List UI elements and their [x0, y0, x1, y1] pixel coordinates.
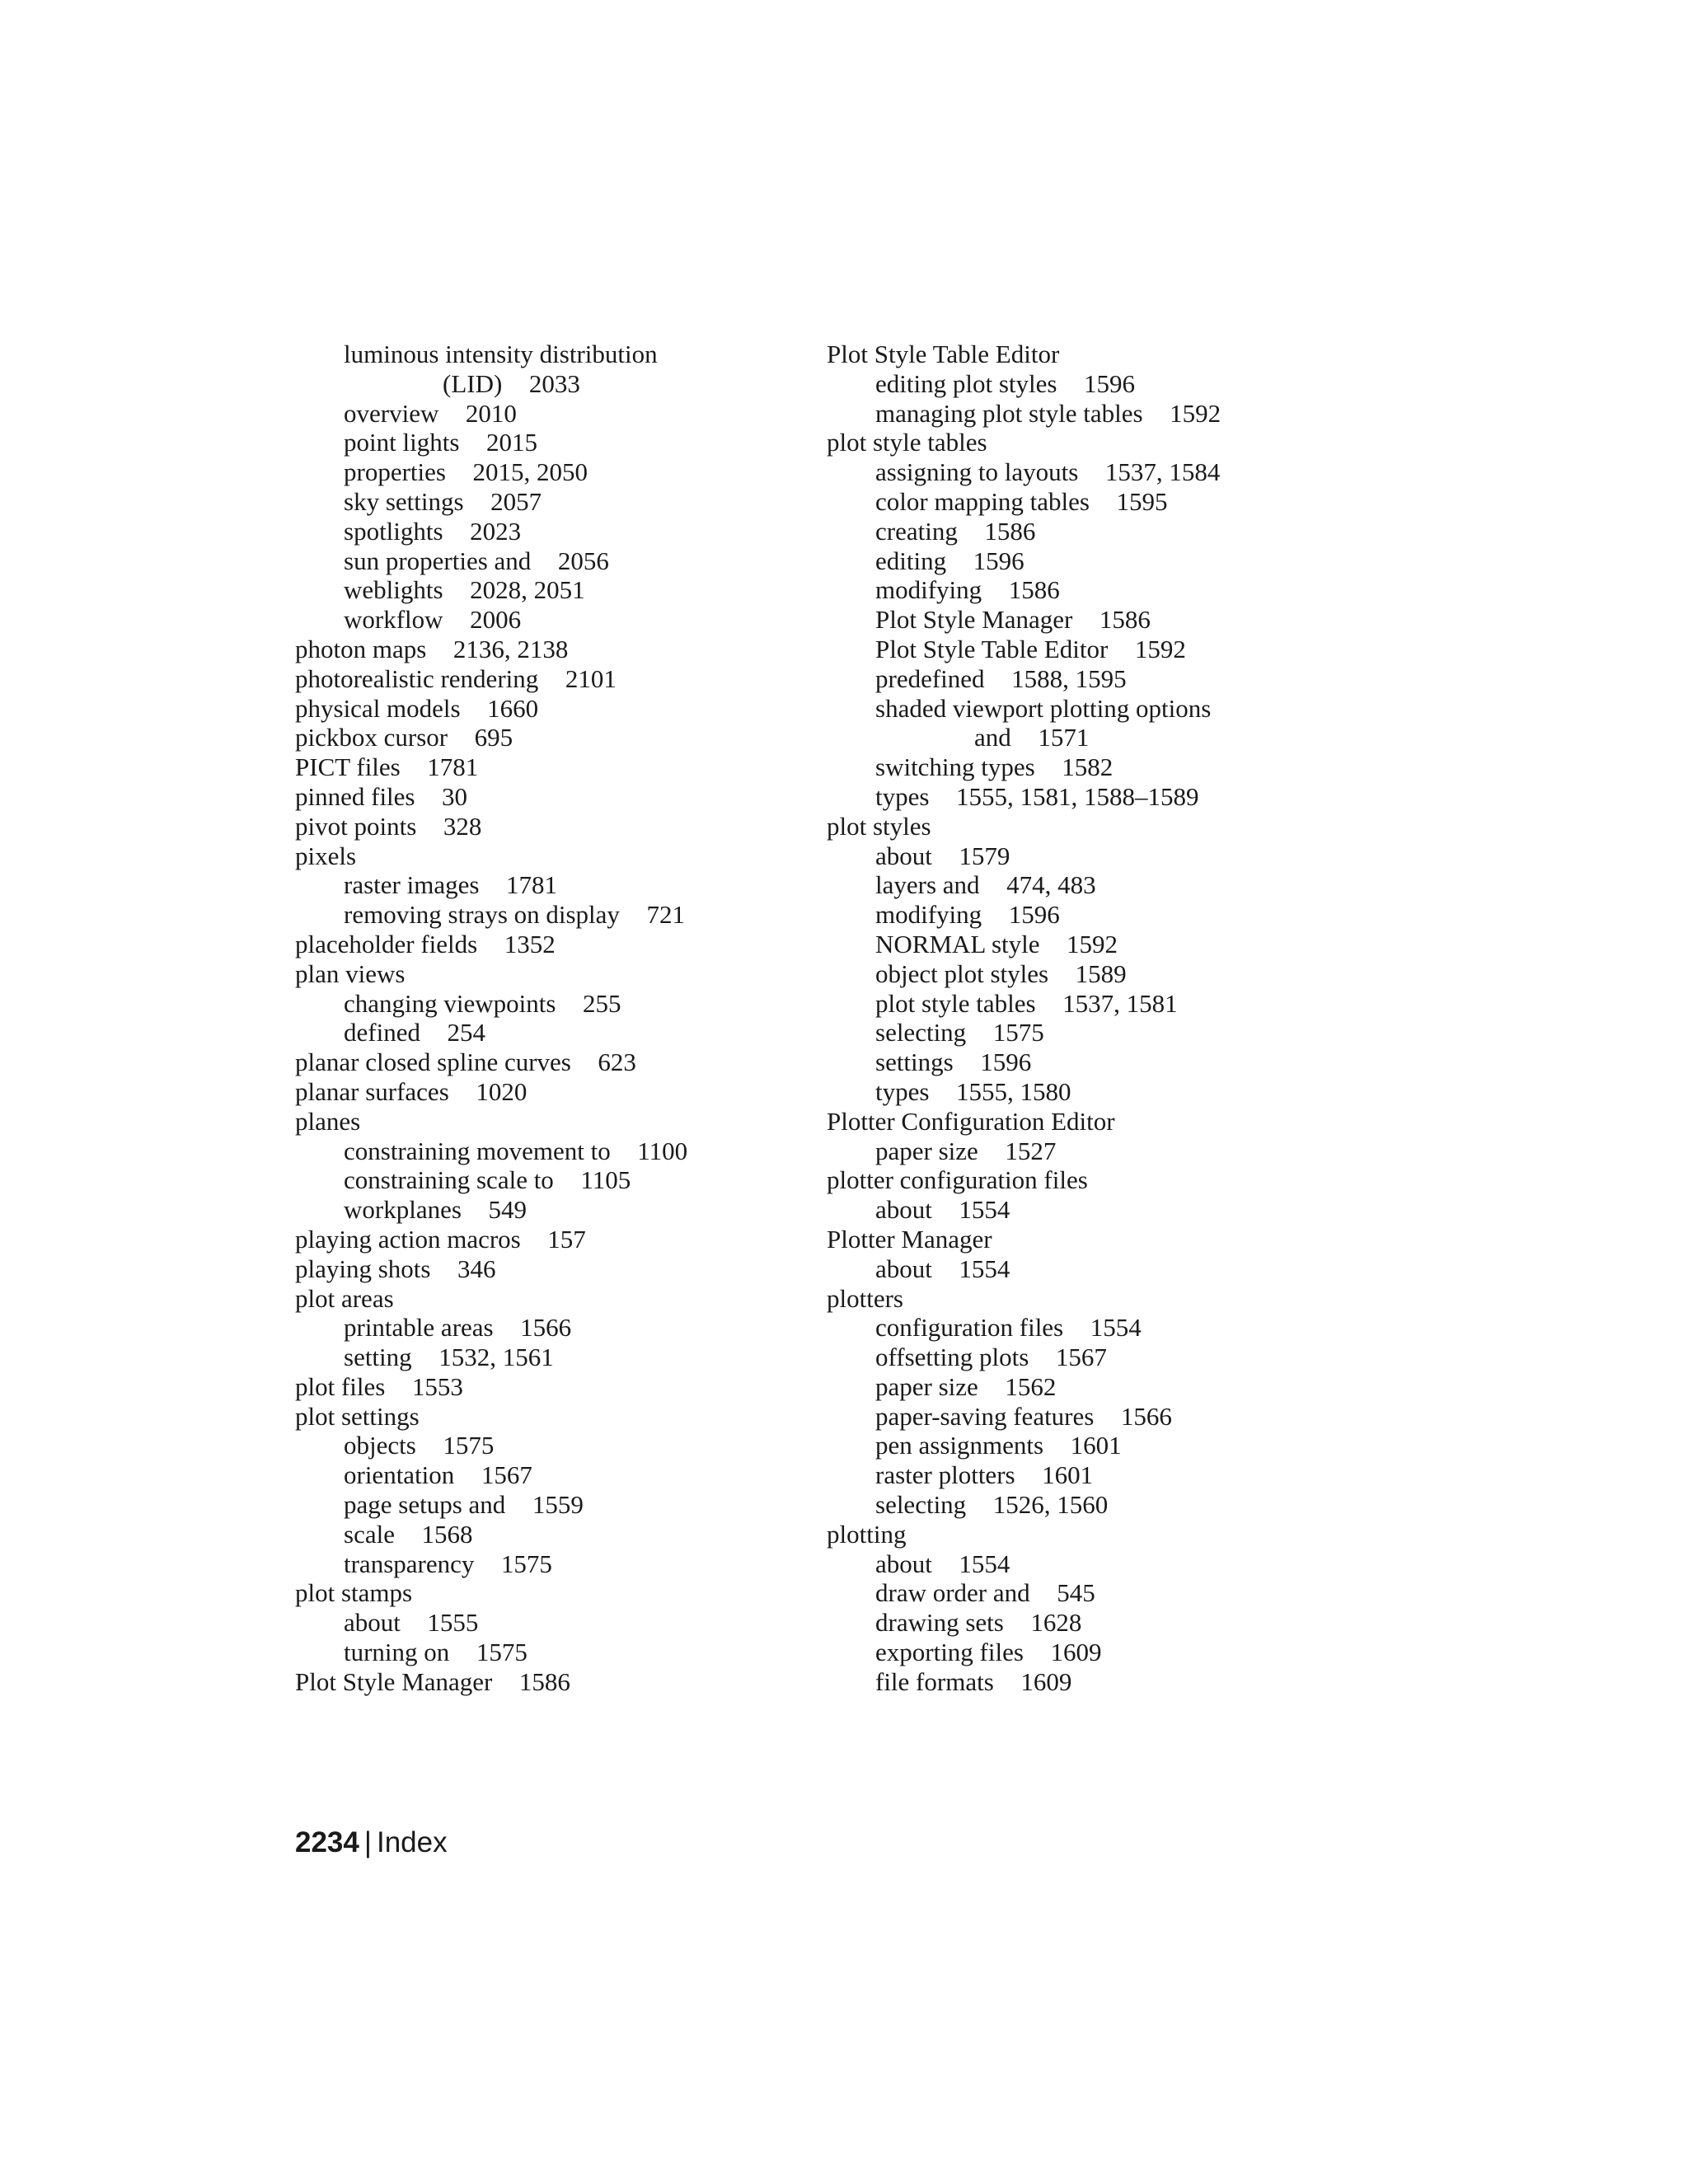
index-term: Plotter Manager	[827, 1224, 992, 1254]
index-entry	[827, 752, 1354, 782]
index-entry	[827, 1490, 1354, 1520]
index-term: workflow	[344, 605, 443, 635]
index-term: scale	[344, 1519, 395, 1549]
index-entry	[295, 1195, 823, 1225]
index-page-refs: 1537, 1584	[1104, 457, 1221, 487]
index-page-refs: 1660	[487, 693, 539, 723]
index-term: editing plot styles	[875, 368, 1057, 398]
index-page-refs: 30	[442, 781, 468, 811]
index-term: pixels	[295, 841, 357, 870]
index-entry	[295, 1520, 823, 1549]
index-page-refs: 1566	[1120, 1401, 1172, 1431]
index-entry	[295, 930, 823, 959]
index-entry	[295, 1047, 823, 1077]
index-entry	[827, 517, 1354, 546]
index-term: (LID)	[443, 368, 503, 398]
index-page-refs: 1100	[637, 1136, 688, 1165]
index-entry	[827, 1549, 1354, 1579]
index-entry	[827, 782, 1354, 812]
index-page-refs: 346	[457, 1254, 496, 1283]
index-page-refs: 1567	[481, 1460, 532, 1490]
index-term: overview	[344, 398, 439, 428]
index-page-refs: 1575	[500, 1549, 552, 1578]
index-term: switching types	[875, 752, 1035, 782]
index-term: about	[875, 1195, 932, 1225]
index-term: plot styles	[827, 811, 931, 841]
index-entry	[827, 841, 1354, 871]
index-term: physical models	[295, 693, 461, 723]
index-page-refs: 1601	[1070, 1431, 1122, 1460]
index-entry	[295, 1284, 823, 1314]
index-term: plot areas	[295, 1283, 394, 1313]
index-page-refs: 1352	[504, 929, 556, 958]
index-term: photorealistic rendering	[295, 663, 539, 693]
index-entry	[827, 428, 1354, 457]
index-entry	[827, 664, 1354, 694]
index-entry	[827, 1284, 1354, 1314]
index-term: selecting	[875, 1018, 967, 1047]
index-term: orientation	[344, 1460, 455, 1490]
index-term: luminous intensity distribution	[344, 340, 658, 368]
index-entry	[827, 1165, 1354, 1195]
index-term: removing strays on display	[344, 900, 620, 930]
index-term: paper-saving features	[875, 1401, 1095, 1431]
index-page-refs: 328	[443, 811, 482, 841]
index-term: types	[875, 1076, 930, 1106]
index-page-refs: 1526, 1560	[992, 1490, 1109, 1520]
index-term: paper size	[875, 1371, 978, 1401]
index-term: planar surfaces	[295, 1076, 449, 1106]
index-term: sky settings	[344, 486, 464, 516]
index-term: sun properties and	[344, 546, 532, 575]
index-entry	[295, 989, 823, 1019]
index-term: raster images	[344, 870, 480, 900]
index-entry	[295, 1254, 823, 1284]
index-term: transparency	[344, 1549, 475, 1578]
index-entry	[295, 1638, 823, 1667]
index-page-refs: 1781	[427, 752, 479, 782]
index-term: changing viewpoints	[344, 988, 556, 1018]
index-term: Plot Style Manager	[875, 605, 1073, 635]
index-page-refs: 1020	[476, 1076, 528, 1106]
index-page-refs: 1105	[580, 1165, 631, 1195]
index-page-refs: 2033	[528, 368, 580, 398]
index-term: plot files	[295, 1371, 386, 1401]
index-page-refs: 1554	[959, 1254, 1010, 1283]
index-page-refs: 549	[488, 1195, 527, 1225]
index-page-refs: 2057	[490, 486, 542, 516]
index-entry	[827, 1578, 1354, 1608]
index-term: planes	[295, 1106, 361, 1136]
index-page-refs: 1571	[1038, 723, 1090, 752]
index-page-refs: 1575	[443, 1431, 495, 1460]
index-term: paper size	[875, 1136, 978, 1165]
index-entry	[827, 1077, 1354, 1107]
index-entry	[295, 369, 823, 399]
index-entry	[295, 1402, 823, 1432]
index-page-refs: 1781	[505, 870, 557, 900]
index-entry	[827, 1107, 1354, 1137]
index-page-refs: 1592	[1134, 634, 1186, 663]
index-term: creating	[875, 516, 958, 546]
index-page-refs: 1566	[520, 1313, 572, 1343]
index-page-refs: 254	[447, 1018, 486, 1047]
index-term: types	[875, 781, 930, 811]
index-term: pen assignments	[875, 1431, 1044, 1460]
index-term: pivot points	[295, 811, 417, 841]
index-page-refs: 1628	[1030, 1608, 1082, 1638]
index-page-refs: 695	[474, 723, 513, 752]
index-entry	[827, 1137, 1354, 1166]
index-page-refs: 1562	[1005, 1371, 1057, 1401]
index-term: plot stamps	[295, 1578, 413, 1608]
index-page-refs: 1586	[1008, 575, 1060, 605]
index-entry	[295, 1431, 823, 1460]
index-page-refs: 1586	[518, 1666, 570, 1696]
index-term: playing action macros	[295, 1224, 521, 1254]
index-term: file formats	[875, 1666, 994, 1696]
index-entry	[827, 399, 1354, 429]
index-entry	[295, 1225, 823, 1254]
index-entry	[827, 989, 1354, 1019]
index-page-refs: 2028, 2051	[470, 575, 585, 605]
index-entry	[827, 1431, 1354, 1460]
index-page-refs: 1592	[1067, 929, 1118, 958]
index-term: modifying	[875, 575, 982, 605]
index-term: plot settings	[295, 1401, 420, 1431]
index-entry	[295, 664, 823, 694]
index-page-refs: 1527	[1005, 1136, 1057, 1165]
index-entry	[295, 1608, 823, 1638]
index-entry	[827, 575, 1354, 605]
index-entry	[827, 870, 1354, 900]
index-entry	[295, 1137, 823, 1166]
index-entry	[827, 1667, 1354, 1697]
index-entry	[295, 1165, 823, 1195]
index-entry	[827, 900, 1354, 930]
index-page-refs: 1555	[427, 1608, 479, 1638]
index-page-refs: 1588, 1595	[1011, 663, 1127, 693]
index-term: raster plotters	[875, 1460, 1015, 1490]
index-term: exporting files	[875, 1638, 1024, 1667]
index-entry	[295, 1549, 823, 1579]
index-page-refs: 1575	[992, 1018, 1044, 1047]
index-term: playing shots	[295, 1254, 431, 1283]
index-entry	[295, 635, 823, 664]
index-entry	[827, 635, 1354, 664]
index-entry	[827, 694, 1354, 724]
index-entry	[295, 694, 823, 724]
index-term: plotters	[827, 1283, 903, 1313]
index-entry	[295, 900, 823, 930]
index-page-refs: 1595	[1116, 486, 1168, 516]
index-entry	[827, 812, 1354, 841]
index-page-refs: 2101	[565, 663, 617, 693]
index-term: plot style tables	[875, 988, 1036, 1018]
index-entry	[827, 1460, 1354, 1490]
index-entry	[295, 1460, 823, 1490]
index-page-refs: 1554	[959, 1195, 1010, 1225]
page-number: 2234	[295, 1826, 359, 1858]
section-title: Index	[376, 1826, 448, 1858]
footer-separator: |	[363, 1826, 372, 1858]
index-entry	[295, 1313, 823, 1343]
index-term: selecting	[875, 1490, 967, 1520]
index-term: Plot Style Manager	[295, 1666, 493, 1696]
index-term: defined	[344, 1018, 420, 1047]
index-entry	[827, 605, 1354, 635]
index-page-refs: 2015	[485, 428, 537, 457]
index-page-refs: 255	[582, 988, 621, 1018]
index-term: modifying	[875, 900, 982, 930]
index-page-refs: 1554	[1090, 1313, 1142, 1343]
index-term: editing	[875, 546, 947, 575]
index-page-refs: 721	[646, 900, 685, 930]
index-page-refs: 1553	[411, 1371, 463, 1401]
index-page-refs: 1568	[421, 1519, 473, 1549]
index-entry	[295, 1372, 823, 1402]
index-term: plotter configuration files	[827, 1165, 1088, 1195]
index-page-refs: 1589	[1075, 958, 1127, 988]
index-entry	[827, 1608, 1354, 1638]
index-term: about	[875, 1549, 932, 1578]
index-page-refs: 2015, 2050	[472, 457, 588, 487]
index-entry	[827, 959, 1354, 989]
index-entry	[295, 1578, 823, 1608]
index-page-refs: 1554	[959, 1549, 1010, 1578]
index-entry	[827, 930, 1354, 959]
index-term: object plot styles	[875, 958, 1049, 988]
index-entry	[827, 340, 1354, 369]
index-entry	[827, 1047, 1354, 1077]
index-page-refs: 1582	[1062, 752, 1114, 782]
index-term: plot style tables	[827, 428, 987, 457]
index-term: configuration files	[875, 1313, 1064, 1343]
index-page-refs: 2136, 2138	[452, 634, 569, 663]
index-entry	[827, 1638, 1354, 1667]
index-term: properties	[344, 457, 446, 487]
index-page-refs: 1596	[1008, 900, 1060, 930]
index-entry	[827, 1372, 1354, 1402]
index-term: pickbox cursor	[295, 723, 448, 752]
index-page-refs: 1596	[1083, 368, 1135, 398]
index-term: color mapping tables	[875, 486, 1090, 516]
index-page-refs: 1596	[980, 1047, 1032, 1077]
index-entry	[295, 1490, 823, 1520]
index-entry	[295, 487, 823, 517]
index-term: plotting	[827, 1519, 907, 1549]
index-page-refs: 545	[1057, 1578, 1095, 1608]
index-entry	[827, 1018, 1354, 1047]
index-page-refs: 2010	[465, 398, 517, 428]
index-term: weblights	[344, 575, 443, 605]
index-entry	[295, 1107, 823, 1137]
index-entry	[827, 1195, 1354, 1225]
index-entry	[827, 1402, 1354, 1432]
index-entry	[295, 1667, 823, 1697]
index-term: Plotter Configuration Editor	[827, 1106, 1115, 1136]
index-entry	[295, 870, 823, 900]
index-term: page setups and	[344, 1490, 506, 1520]
index-term: plan views	[295, 958, 406, 988]
index-entry	[827, 546, 1354, 576]
index-term: photon maps	[295, 634, 427, 663]
index-page-refs: 1586	[1099, 605, 1151, 635]
index-term: Plot Style Table Editor	[827, 340, 1060, 368]
index-entry	[295, 517, 823, 546]
index-term: spotlights	[344, 516, 443, 546]
index-entry	[295, 457, 823, 487]
index-term: constraining scale to	[344, 1165, 554, 1195]
index-entry	[827, 1520, 1354, 1549]
index-page-refs: 1555, 1580	[955, 1076, 1071, 1106]
index-term: about	[875, 1254, 932, 1283]
index-entry	[295, 782, 823, 812]
index-term: setting	[344, 1343, 412, 1372]
index-entry	[295, 752, 823, 782]
index-entry	[827, 487, 1354, 517]
index-term: and	[974, 723, 1011, 752]
index-page-refs: 623	[598, 1047, 636, 1077]
index-term: printable areas	[344, 1313, 494, 1343]
index-term: offsetting plots	[875, 1343, 1029, 1372]
index-page-refs: 1601	[1042, 1460, 1094, 1490]
index-column-right	[827, 340, 1354, 1697]
index-term: point lights	[344, 428, 460, 457]
index-term: layers and	[875, 870, 980, 900]
index-column-left	[295, 340, 823, 1697]
index-page-refs: 1596	[973, 546, 1025, 575]
index-entry	[295, 1343, 823, 1372]
index-term: PICT files	[295, 752, 401, 782]
index-term: constraining movement to	[344, 1136, 611, 1165]
index-page-refs: 1537, 1581	[1062, 988, 1178, 1018]
index-term: draw order and	[875, 1578, 1030, 1608]
index-page-refs: 1586	[984, 516, 1036, 546]
index-term: planar closed spline curves	[295, 1047, 571, 1077]
index-page-refs: 1575	[476, 1638, 528, 1667]
index-term: turning on	[344, 1638, 450, 1667]
index-term: placeholder fields	[295, 929, 478, 958]
index-page-refs: 1609	[1050, 1638, 1102, 1667]
index-entry	[827, 457, 1354, 487]
index-entry	[295, 1077, 823, 1107]
index-entry	[295, 723, 823, 752]
index-term: about	[875, 841, 932, 870]
index-page-refs: 1567	[1055, 1343, 1107, 1372]
index-page-refs: 157	[547, 1224, 586, 1254]
index-page-refs: 1532, 1561	[438, 1343, 554, 1372]
index-entry	[295, 428, 823, 457]
index-entry	[295, 575, 823, 605]
index-entry	[827, 1225, 1354, 1254]
index-term: pinned files	[295, 781, 415, 811]
index-term: predefined	[875, 663, 985, 693]
index-entry	[295, 812, 823, 841]
index-page-refs: 1592	[1170, 398, 1221, 428]
index-page-refs: 2006	[470, 605, 522, 635]
index-term: workplanes	[344, 1195, 462, 1225]
index-page-refs: 2056	[557, 546, 609, 575]
index-term: settings	[875, 1047, 954, 1077]
index-term: assigning to layouts	[875, 457, 1079, 487]
index-entry	[827, 369, 1354, 399]
index-term: about	[344, 1608, 401, 1638]
index-entry	[295, 546, 823, 576]
index-term: managing plot style tables	[875, 398, 1143, 428]
index-entry	[827, 1254, 1354, 1284]
index-page-refs: 1579	[959, 841, 1010, 870]
index-page-refs: 1559	[532, 1490, 584, 1520]
index-term: objects	[344, 1431, 416, 1460]
index-entry	[827, 1343, 1354, 1372]
index-entry	[827, 723, 1354, 752]
index-page-refs: 1609	[1020, 1666, 1072, 1696]
index-entry	[295, 841, 823, 871]
index-entry	[295, 959, 823, 989]
index-entry	[295, 340, 823, 369]
index-entry	[295, 399, 823, 429]
index-page-refs: 474, 483	[1006, 870, 1096, 900]
index-entry	[827, 1313, 1354, 1343]
index-entry	[295, 605, 823, 635]
index-entry	[295, 1018, 823, 1047]
page-footer	[295, 1826, 448, 1859]
index-term: drawing sets	[875, 1608, 1004, 1638]
index-term: shaded viewport plotting options	[875, 693, 1212, 723]
index-term: NORMAL style	[875, 929, 1040, 958]
index-page-refs: 1555, 1581, 1588–1589	[955, 781, 1199, 811]
index-page-refs: 2023	[470, 516, 522, 546]
index-term: Plot Style Table Editor	[875, 634, 1109, 663]
